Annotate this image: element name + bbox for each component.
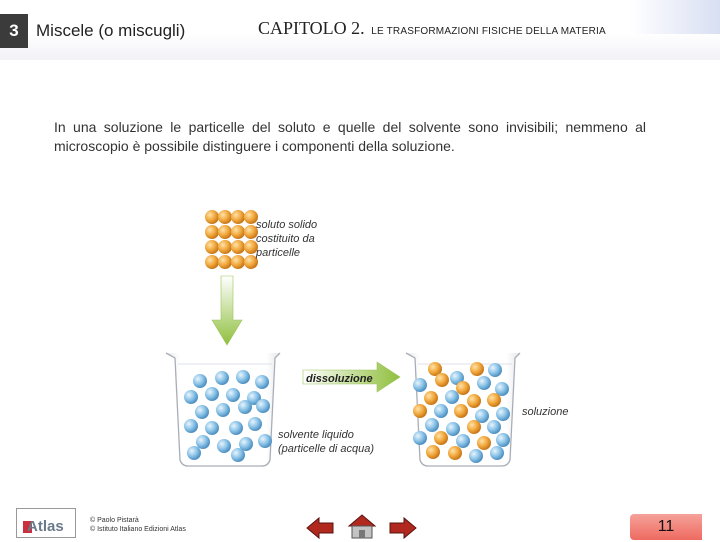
water-particle [195, 405, 209, 419]
copyright-author: © Paolo Pistarà [90, 517, 139, 524]
water-particle [425, 418, 439, 432]
solute-particle [231, 240, 245, 254]
water-particle [217, 439, 231, 453]
publisher-logo [16, 508, 76, 538]
section-title: Miscele (o miscugli) [36, 21, 186, 40]
solute-particle [434, 431, 448, 445]
solute-particle [205, 225, 219, 239]
solute-particle [487, 393, 501, 407]
intro-paragraph: In una soluzione le particelle del soluto e quelle del solvente sono invisibili; nemmeno al microscopio è possibile distinguere i componenti della soluzione. [54, 119, 646, 154]
water-particle [229, 421, 243, 435]
water-particle [215, 371, 229, 385]
solute-caption-line: particelle [256, 247, 301, 259]
water-particle [445, 390, 459, 404]
solute-caption-line: soluto solido [256, 219, 318, 231]
water-particle [226, 388, 240, 402]
chapter-label: CAPITOLO 2. [258, 18, 365, 38]
water-particle [496, 407, 510, 421]
page-number-badge [630, 514, 702, 540]
solute-particle [205, 240, 219, 254]
solute-particle [231, 225, 245, 239]
water-particle [205, 421, 219, 435]
solute-caption [255, 219, 317, 259]
water-particle [236, 370, 250, 384]
solute-particle [477, 436, 491, 450]
solute-particle [218, 240, 232, 254]
chapter-number-badge: 3 [0, 14, 28, 48]
water-particle [413, 378, 427, 392]
home-button[interactable] [346, 512, 378, 540]
solvent-caption-line: (particelle di acqua) [278, 443, 374, 455]
water-particle [231, 448, 245, 462]
solute-particle [448, 446, 462, 460]
copyright-notice [90, 516, 186, 534]
water-particle [490, 446, 504, 460]
logo-text: Atlas [27, 518, 64, 535]
solute-particle [218, 210, 232, 224]
down-arrow-icon [212, 276, 242, 345]
solute-particle [231, 255, 245, 269]
solute-particle [218, 255, 232, 269]
water-particle [187, 446, 201, 460]
water-particle [446, 422, 460, 436]
water-particle [248, 417, 262, 431]
solute-particle [231, 210, 245, 224]
solute-particle [218, 225, 232, 239]
water-particle [238, 400, 252, 414]
water-particle [205, 387, 219, 401]
water-particle [184, 419, 198, 433]
solute-particle [467, 420, 481, 434]
water-particle [216, 403, 230, 417]
solute-particle [426, 445, 440, 459]
water-particle [256, 399, 270, 413]
solute-caption-line: costituito da [256, 233, 315, 245]
solute-particle [456, 381, 470, 395]
solute-particle [470, 362, 484, 376]
atlas-logo [17, 509, 75, 537]
water-particle [469, 449, 483, 463]
water-particle [193, 374, 207, 388]
water-particle [184, 390, 198, 404]
solute-particle [205, 210, 219, 224]
chapter-subtitle: LE TRASFORMAZIONI FISICHE DELLA MATERIA [371, 26, 606, 37]
solvent-caption-line: solvente liquido [278, 429, 354, 441]
solute-particle [205, 255, 219, 269]
solvent-caption [278, 429, 374, 455]
page-number: 11 [657, 518, 675, 535]
copyright-publisher: © Istituto Italiano Edizioni Atlas [90, 526, 186, 533]
solute-particle [467, 394, 481, 408]
next-slide-button[interactable] [386, 514, 420, 540]
water-particle [196, 435, 210, 449]
solute-particle [454, 404, 468, 418]
water-particle [496, 433, 510, 447]
solute-particle [435, 373, 449, 387]
water-particle [434, 404, 448, 418]
water-particle [255, 375, 269, 389]
water-particle [487, 420, 501, 434]
prev-slide-button[interactable] [303, 514, 337, 540]
water-particle [258, 434, 272, 448]
water-particle [488, 363, 502, 377]
solute-particle [424, 391, 438, 405]
water-particle [477, 376, 491, 390]
water-particle [456, 434, 470, 448]
water-particle [413, 431, 427, 445]
dissolution-label: dissoluzione [306, 373, 373, 385]
solute-particle [413, 404, 427, 418]
solid-solute-particles [205, 210, 258, 269]
solution-label: soluzione [522, 406, 569, 418]
